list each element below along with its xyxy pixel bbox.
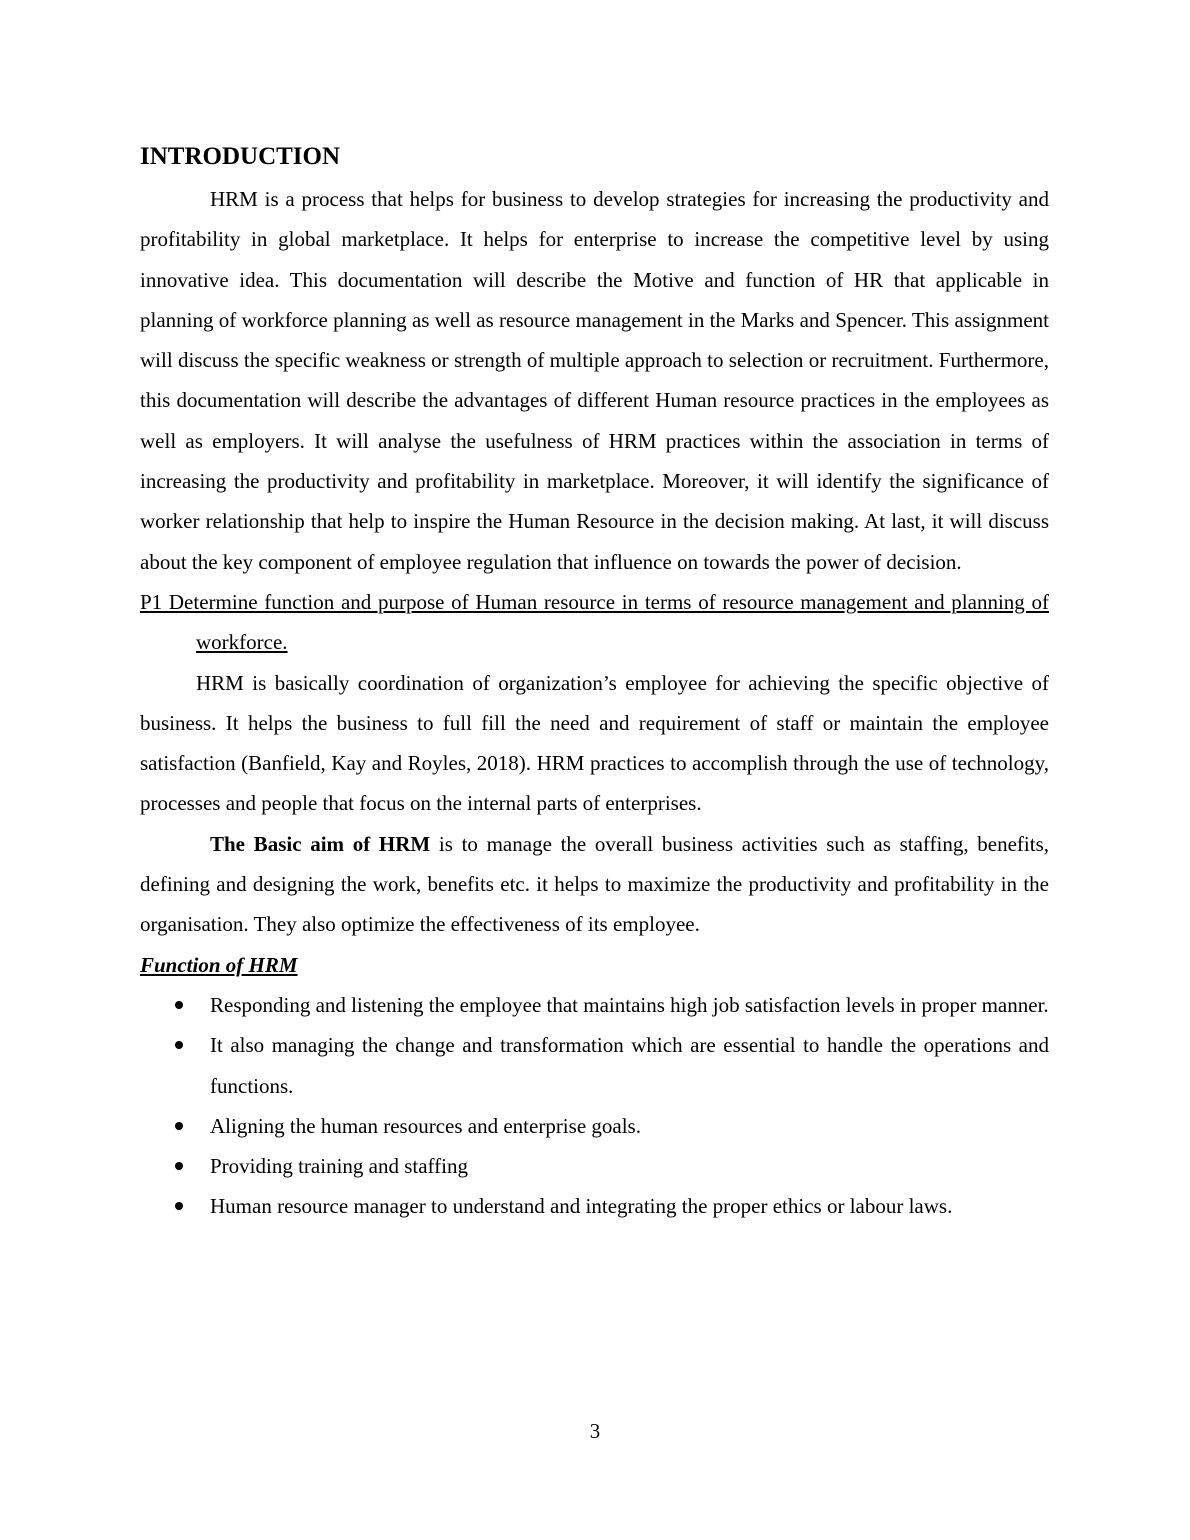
- list-item-text: It also managing the change and transformation which are essential to handle the operations and functions.: [210, 1033, 1049, 1098]
- document-page: [140, 140, 1049, 1227]
- list-item: [140, 985, 1049, 1025]
- aim-bold-text: The Basic aim of HRM: [210, 831, 431, 856]
- p1-heading: P1 Determine function and purpose of Human resource in terms of resource management and planning of workforce.: [140, 589, 1049, 655]
- list-item-text: Aligning the human resources and enterprise goals.: [210, 1113, 641, 1138]
- list-item: [140, 1146, 1049, 1186]
- list-item: [140, 1025, 1049, 1106]
- list-item-text: Human resource manager to understand and integrating the proper ethics or labour laws.: [210, 1194, 953, 1219]
- bullet-icon: [175, 1041, 183, 1049]
- aim-paragraph: [140, 824, 1049, 945]
- hrm-paragraph: HRM is basically coordination of organization’s employee for achieving the specific objective of business. It helps the business to full fill the need and requirement of staff or maintain the employee satisfaction (Banfield, Kay and Royles, 2018). HRM practices to accomplish through the use of technology, processes and people that focus on the internal parts of enterprises.: [140, 670, 1049, 816]
- aim-text: is to manage the overall business activities such as staffing, benefits, defining and designing the work, benefits etc. it helps to maximize the productivity and profitability in the organisation. They also optimize the effectiveness of its employee.: [140, 831, 1050, 937]
- function-heading: Function of HRM: [140, 952, 298, 977]
- list-item: [140, 1186, 1049, 1226]
- list-item-text: Responding and listening the employee that maintains high job satisfaction levels in proper manner.: [210, 992, 1049, 1017]
- intro-paragraph: HRM is a process that helps for business to develop strategies for increasing the productivity and profitability in global marketplace. It helps for enterprise to increase the competitive level by using innovative idea. This documentation will describe the Motive and function of HR that applicable in planning of workforce planning as well as resource management in the Marks and Spencer. This assignment will discuss the specific weakness or strength of multiple approach to selection or recruitment. Furthermore, this documentation will describe the advantages of different Human resource practices in the employees as well as employers. It will analyse the usefulness of HRM practices within the association in terms of increasing the productivity and profitability in marketplace. Moreover, it will identify the significance of worker relationship that help to inspire the Human Resource in the decision making. At last, it will discuss about the key component of employee regulation that influence on towards the power of decision.: [140, 187, 1049, 574]
- bullet-icon: [175, 1122, 183, 1130]
- section-heading: INTRODUCTION: [140, 143, 341, 170]
- bullet-icon: [175, 1202, 183, 1210]
- function-list: [140, 985, 1049, 1227]
- bullet-icon: [175, 1001, 183, 1009]
- list-item-text: Providing training and staffing: [210, 1154, 468, 1179]
- bullet-icon: [175, 1162, 183, 1170]
- page-number: 3: [589, 1419, 601, 1443]
- list-item: [140, 1106, 1049, 1146]
